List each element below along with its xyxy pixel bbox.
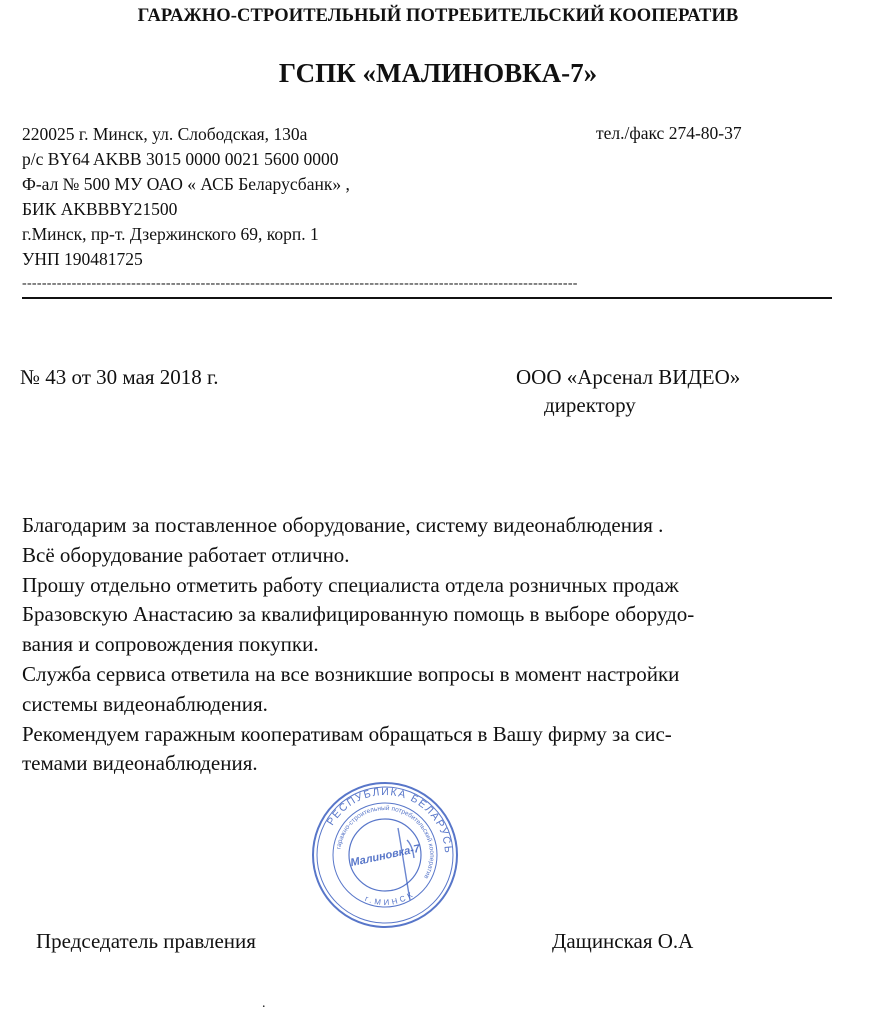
stamp-center-text: Малиновка-7 xyxy=(349,842,422,870)
signature-scribble xyxy=(398,828,414,900)
body-line: Всё оборудование работает отлично. xyxy=(22,542,350,567)
header-rule xyxy=(22,297,832,299)
stamp-outer-text: РЕСПУБЛИКА БЕЛАРУСЬ xyxy=(324,785,455,855)
recipient-company: ООО «Арсенал ВИДЕО» xyxy=(516,365,741,389)
stray-dot: . xyxy=(262,996,266,1011)
letter-body xyxy=(22,511,694,779)
organization-full-name: ГАРАЖНО-СТРОИТЕЛЬНЫЙ ПОТРЕБИТЕЛЬСКИЙ КООПЕРАТИВ xyxy=(137,6,739,26)
body-line: Бразовскую Анастасию за квалифицированную помощь в выборе оборудо- xyxy=(22,602,695,627)
letter-reference: № 43 от 30 мая 2018 г. xyxy=(20,365,219,389)
body-line: Прошу отдельно отметить работу специалиста отдела розничных продаж xyxy=(22,572,679,597)
requisite-bank-address: г.Минск, пр-т. Дзержинского 69, корп. 1 xyxy=(22,224,319,244)
round-stamp xyxy=(310,780,460,930)
requisite-account: р/с BY64 AKBB 3015 0000 0021 5600 0000 xyxy=(22,149,339,169)
organization-short-name: ГСПК «МАЛИНОВКА-7» xyxy=(278,58,598,88)
requisite-unp: УНП 190481725 xyxy=(22,249,143,269)
requisite-address: 220025 г. Минск, ул. Слободская, 130а xyxy=(22,124,308,144)
body-line: Благодарим за поставленное оборудование, систему видеонаблюдения . xyxy=(22,513,664,537)
body-line: темами видеонаблюдения. xyxy=(22,751,258,776)
body-line: вания и сопровождения покупки. xyxy=(22,632,319,657)
dashed-separator: ---------------------------------------------------------------------------------------------------------------- xyxy=(22,276,578,291)
recipient-position: директору xyxy=(544,393,636,417)
stamp-bottom-text: г.МИНСК xyxy=(363,889,417,908)
signatory-name: Дащинская О.А xyxy=(552,929,694,953)
body-line: Служба сервиса ответила на все возникшие вопросы в момент настройки xyxy=(22,661,680,686)
body-line: системы видеонаблюдения. xyxy=(22,691,268,716)
requisite-bic: БИК AKBBBY21500 xyxy=(22,199,178,219)
requisite-bank-branch: Ф-ал № 500 МУ ОАО « АСБ Беларусбанк» , xyxy=(22,174,350,194)
signatory-title: Председатель правления xyxy=(36,929,256,953)
stamp-inner-text: гаражно-строительный потребительский кооператив xyxy=(335,804,436,880)
phone-fax: тел./факс 274-80-37 xyxy=(596,123,742,143)
body-line: Рекомендуем гаражным кооперативам обращаться в Вашу фирму за сис- xyxy=(22,721,672,746)
